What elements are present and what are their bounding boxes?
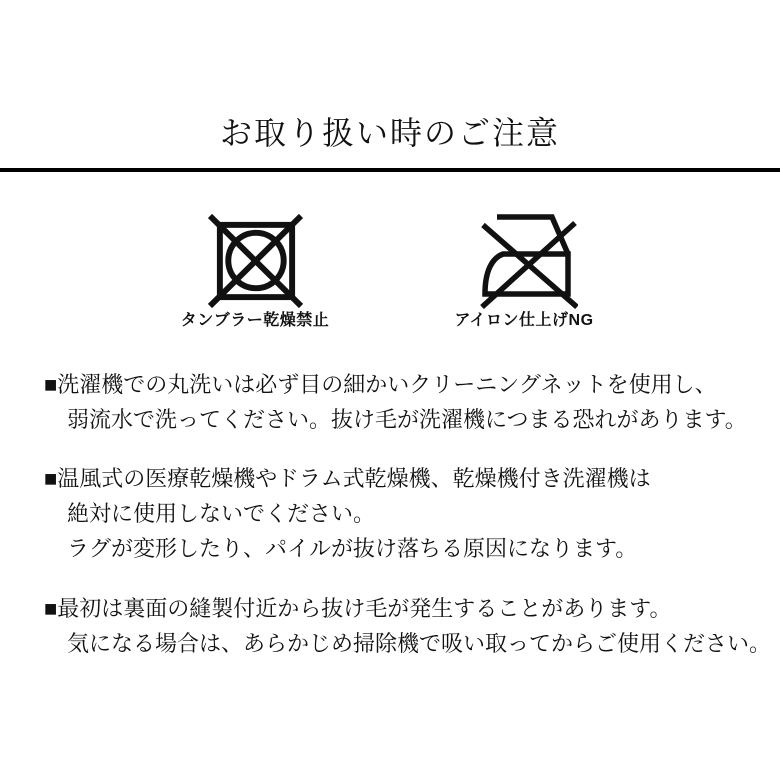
note-line: 絶対に使用しないでください。 [67,501,376,526]
note-washing-machine [44,367,754,437]
note-line: ■洗濯機での丸洗いは必ず目の細かいクリーニングネットを使用し、 [44,372,717,397]
note-shedding [44,591,772,661]
title-divider [0,168,780,172]
note-line: 気になる場合は、あらかじめ掃除機で吸い取ってからご使用ください。 [67,631,772,656]
tumble-dry-prohibited-label: タンブラー乾燥禁止 [180,312,330,329]
note-dryer-warning [44,461,754,566]
page-title: お取り扱い時のご注意 [219,115,560,151]
tumble-dry-prohibited-icon [208,213,303,308]
no-iron-label: アイロン仕上げNG [454,312,594,329]
note-line: ■最初は裏面の縫製付近から抜け毛が発生することがあります。 [44,596,672,621]
no-iron-icon [478,213,578,309]
note-line: ラグが変形したり、パイルが抜け落ちる原因になります。 [67,536,638,561]
note-line: ■温風式の医療乾燥機やドラム式乾燥機、乾燥機付き洗濯機は [44,466,651,491]
note-line: 弱流水で洗ってください。抜け毛が洗濯機につまる恐れがあります。 [67,407,747,432]
